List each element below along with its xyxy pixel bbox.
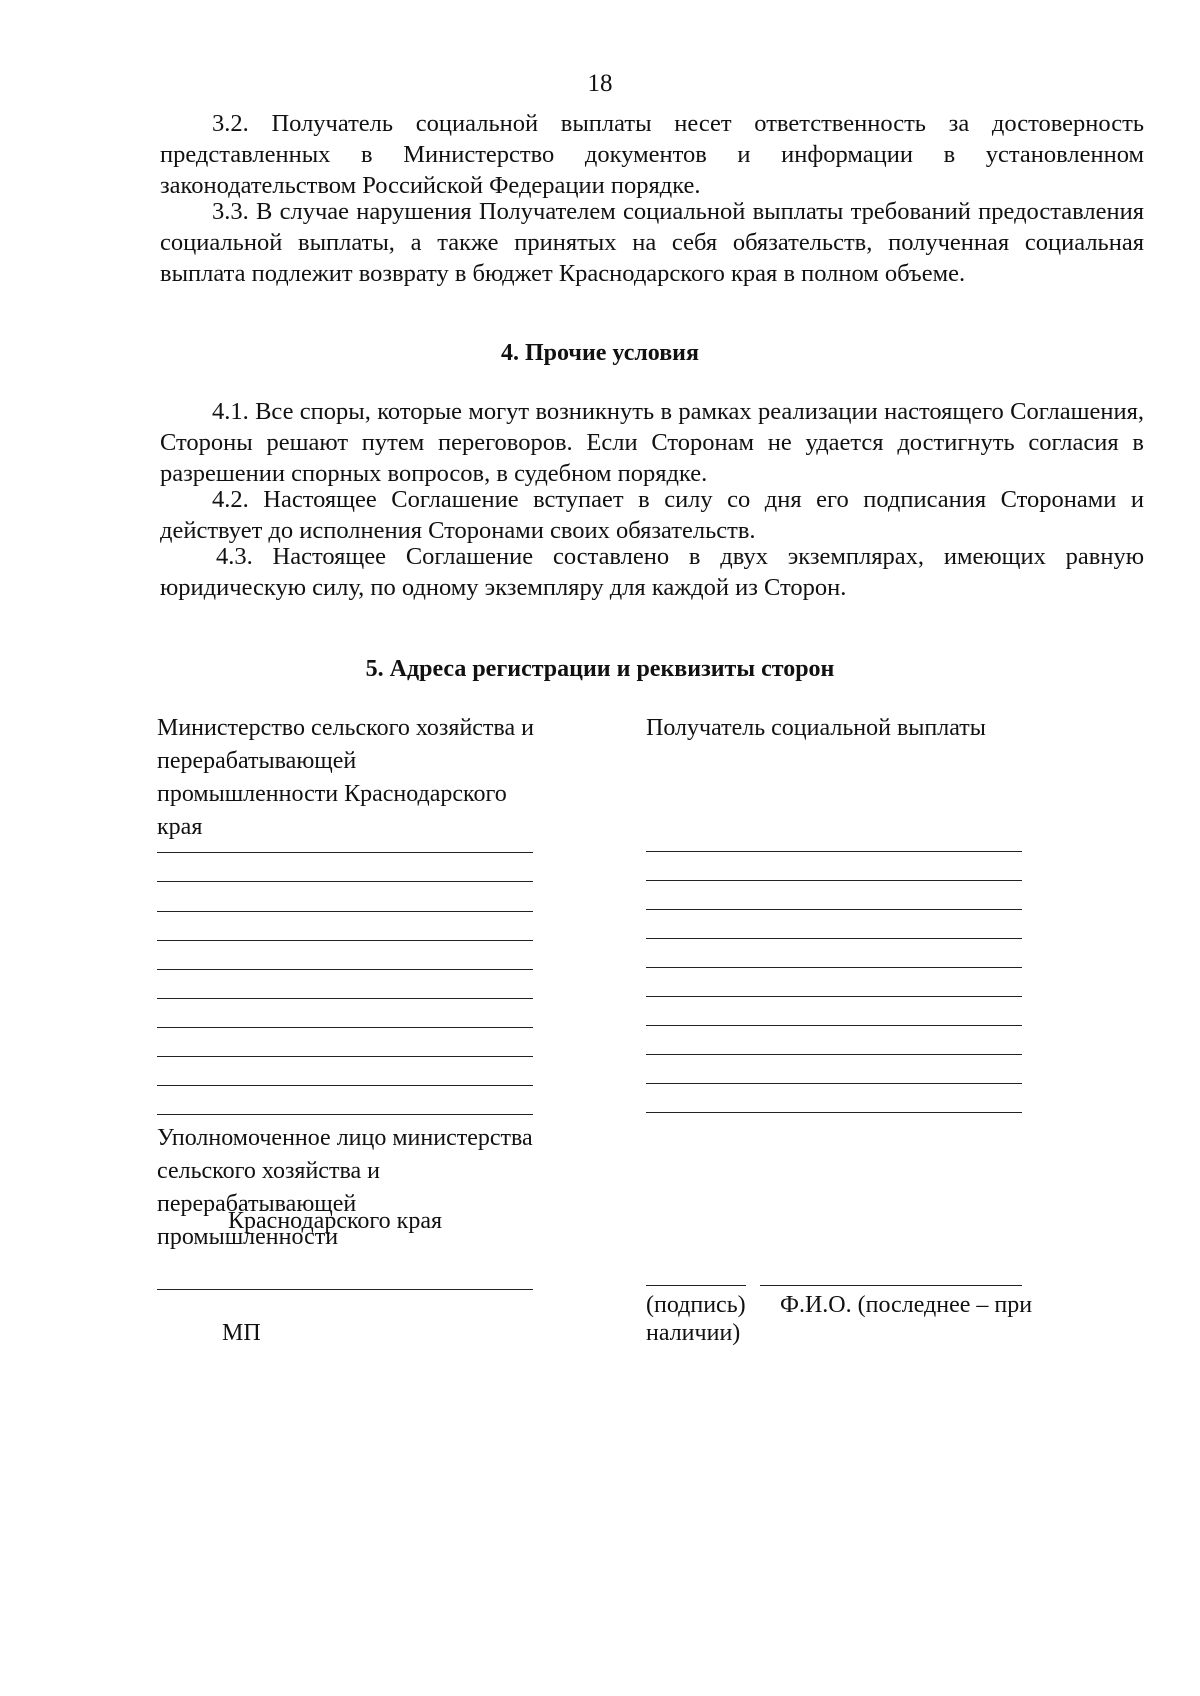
paragraph-4-3: 4.3. Настоящее Соглашение составлено в двух экземплярах, имеющих равную юридическую силу, по одному экземпляру для каждой из Сторон. <box>160 543 1144 601</box>
ministry-detail-line <box>157 969 533 970</box>
authorized-person-label: Уполномоченное лицо министерства сельского хозяйства и перерабатывающей промышленности <box>157 1125 533 1250</box>
ministry-detail-line <box>157 1085 533 1086</box>
recipient-detail-line <box>646 1025 1022 1026</box>
section-5-heading: 5. Адреса регистрации и реквизиты сторон <box>365 656 835 682</box>
ministry-signature-line <box>157 1289 533 1290</box>
ministry-detail-line <box>157 1027 533 1028</box>
fio-label: Ф.И.О. (последнее – при <box>780 1292 1033 1318</box>
section-4-heading: 4. Прочие условия <box>501 340 699 366</box>
recipient-title: Получатель социальной выплаты <box>646 715 986 741</box>
ministry-detail-line <box>157 881 533 882</box>
ministry-detail-line <box>157 940 533 941</box>
ministry-detail-line <box>157 1114 533 1115</box>
recipient-detail-line <box>646 1112 1022 1113</box>
paragraph-4-1: 4.1. Все споры, которые могут возникнуть в рамках реализации настоящего Соглашения, Стороны решают путем переговоров. Если Сторонам не удается достигнуть согласия в разрешении спорных вопросов, в судебном порядке. <box>160 398 1144 487</box>
recipient-name-line <box>760 1285 1022 1286</box>
ministry-detail-line <box>157 852 533 853</box>
recipient-detail-line <box>646 880 1022 881</box>
ministry-detail-line <box>157 911 533 912</box>
fio-label-continuation: наличии) <box>646 1320 741 1346</box>
recipient-detail-line <box>646 1054 1022 1055</box>
paragraph-3-3: 3.3. В случае нарушения Получателем социальной выплаты требований предоставления социальной выплаты, а также принятых на себя обязательств, полученная социальная выплата подлежит возврату в бюджет Краснодарского края в полном объеме. <box>160 198 1144 287</box>
recipient-detail-line <box>646 938 1022 939</box>
ministry-detail-line <box>157 998 533 999</box>
page-number: 18 <box>587 70 613 97</box>
recipient-detail-line <box>646 1083 1022 1084</box>
recipient-detail-line <box>646 967 1022 968</box>
signature-label: (подпись) <box>646 1292 746 1318</box>
stamp-label: МП <box>222 1320 261 1346</box>
paragraph-4-2: 4.2. Настоящее Соглашение вступает в силу со дня его подписания Сторонами и действует до исполнения Сторонами своих обязательств. <box>160 486 1144 544</box>
recipient-detail-line <box>646 909 1022 910</box>
recipient-signature-line <box>646 1285 746 1286</box>
paragraph-3-2: 3.2. Получатель социальной выплаты несет ответственность за достоверность представленных в Министерство документов и информации в установленном законодательством Российской Федерации порядке. <box>160 110 1144 199</box>
recipient-detail-line <box>646 851 1022 852</box>
ministry-detail-line <box>157 1056 533 1057</box>
recipient-detail-line <box>646 996 1022 997</box>
authorized-person-region: Краснодарского края <box>228 1208 443 1234</box>
ministry-title: Министерство сельского хозяйства и перерабатывающей промышленности Краснодарского края <box>157 715 534 840</box>
